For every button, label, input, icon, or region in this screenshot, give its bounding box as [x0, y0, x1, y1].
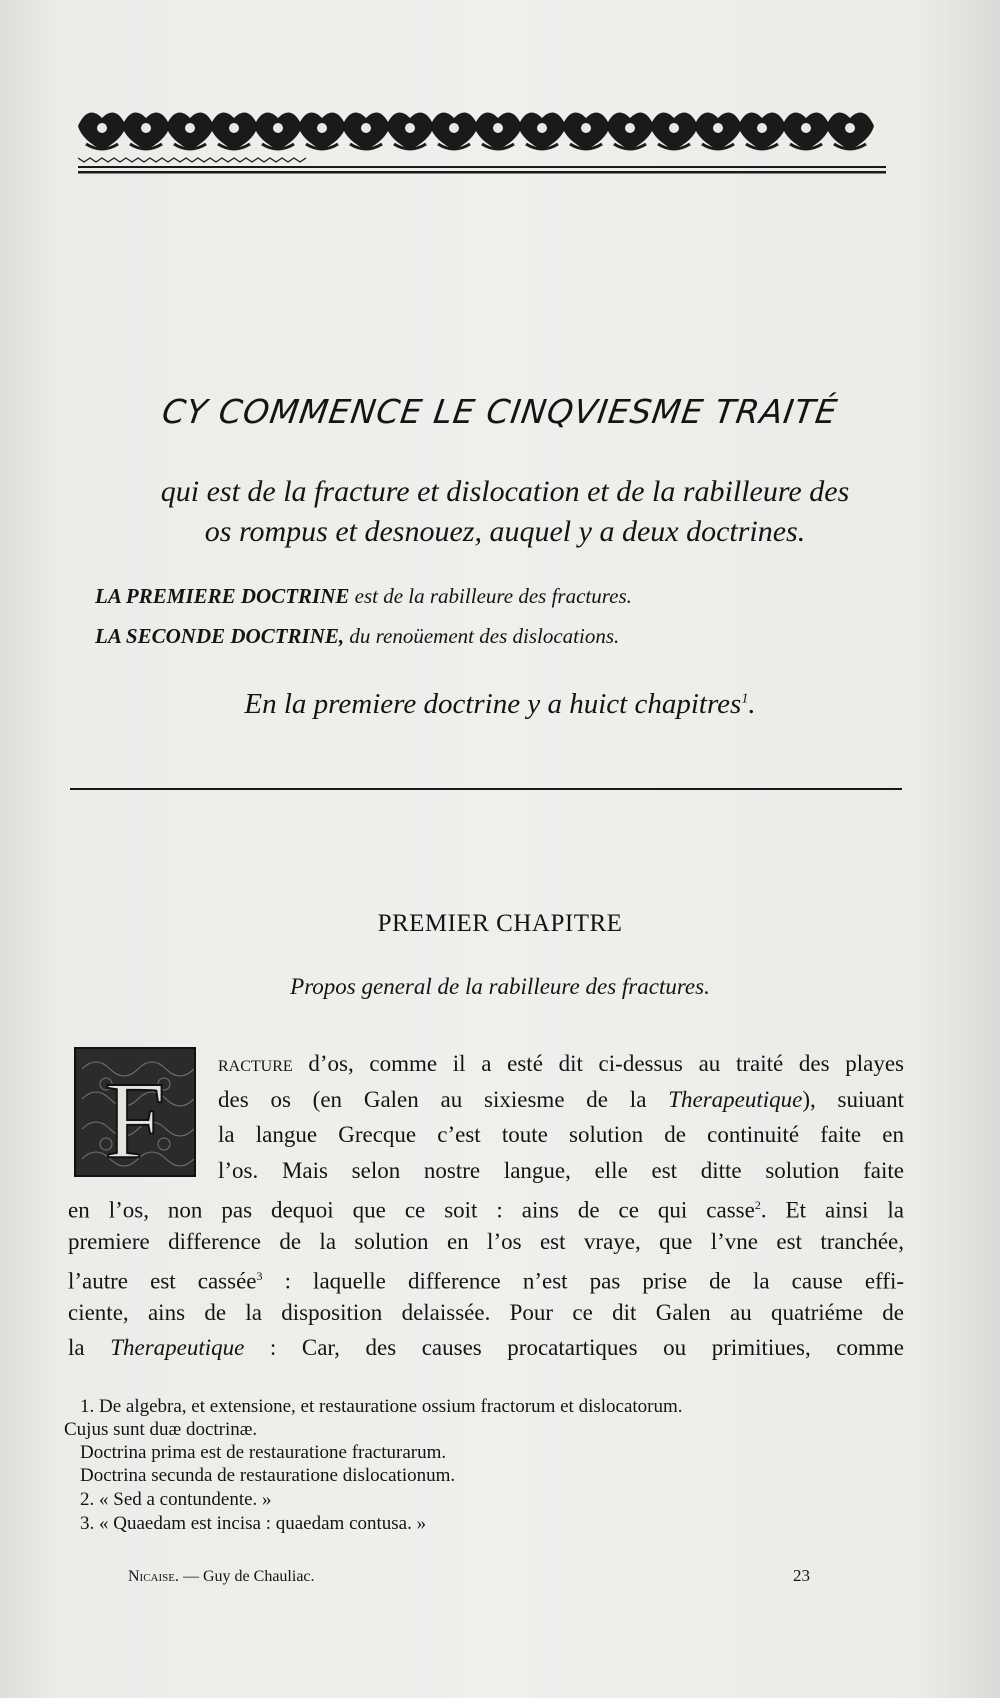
body-line-7-b: : laquelle difference n’est pas prise de la cause effi- — [262, 1268, 904, 1294]
body-line-2-b: ), suiuant — [802, 1086, 904, 1112]
doctrine-second-label: LA SECONDE DOCTRINE, — [95, 624, 345, 648]
footnote-1: 1. De algebra, et extensione, et restauratione ossium fractorum et dislocatorum. — [80, 1396, 683, 1417]
doctrine-first — [95, 584, 895, 609]
body-line-5 — [68, 1188, 904, 1224]
footnote-ref-1: 1 — [741, 691, 749, 707]
subtitle-line-1: qui est de la fracture et dislocation et de la rabilleure des — [160, 475, 850, 508]
doctrine-count-text: En la premiere doctrine y a huict chapitres — [244, 688, 742, 720]
footer-author-rest: . — Guy de Chauliac. — [175, 1568, 315, 1585]
body-line-5-a: en l’os, non pas dequoi que ce soit : ains de ce qui casse — [68, 1197, 755, 1223]
body-line-1 — [68, 1046, 904, 1082]
footnote-1-line-2: Cujus sunt duæ doctrinæ. — [64, 1419, 258, 1440]
footnote-3: 3. « Quaedam est incisa : quaedam contusa. » — [80, 1513, 427, 1534]
ornamental-headpiece — [78, 104, 886, 176]
body-line-9-b: : Car, des causes procatartiques ou primitiues, comme — [244, 1335, 904, 1360]
body-line-7 — [68, 1259, 904, 1295]
footnote-1-line-4: Doctrina secunda de restauratione dislocationum. — [80, 1465, 456, 1486]
doctrine-count-end: . — [748, 688, 756, 720]
doctrine-second — [95, 624, 895, 649]
dropcap-letter: F — [104, 1059, 166, 1177]
treatise-subtitle — [110, 472, 900, 552]
body-line-9-italic: Therapeutique — [110, 1335, 245, 1360]
footnote-ref-2: 2 — [754, 1198, 761, 1212]
footnote-2: 2. « Sed a contundente. » — [80, 1489, 272, 1510]
body-line-9 — [68, 1330, 904, 1366]
body-line-4: l’os. Mais selon nostre langue, elle est ditte solution faite — [218, 1157, 904, 1183]
footnote-ref-3: 3 — [256, 1269, 263, 1283]
subtitle-line-2: os rompus et desnouez, auquel y a deux doctrines. — [204, 515, 806, 548]
doctrine-second-text: du renoüement des dislocations. — [349, 624, 620, 648]
body-line-1-smallcaps: racture — [218, 1051, 293, 1076]
chapter-body — [68, 1046, 904, 1366]
body-line-7-a: l’autre est cassée — [68, 1268, 257, 1294]
fleuron-ornament — [78, 113, 126, 150]
body-line-3: la langue Grecque c’est toute solution de continuité faite en — [218, 1122, 904, 1147]
chapter-title: PREMIER CHAPITRE — [377, 910, 623, 937]
body-line-2-a: des os (en Galen au sixiesme de la — [218, 1086, 647, 1112]
body-line-9-a: la — [68, 1335, 85, 1360]
footer-author: Nicaise — [128, 1568, 175, 1585]
section-divider — [70, 788, 902, 790]
doctrine-chapter-count — [0, 688, 1000, 721]
chapter-subtitle: Propos general de la rabilleure des fractures. — [290, 974, 710, 999]
doctrine-first-label: LA PREMIERE DOCTRINE — [95, 584, 350, 608]
running-footer — [128, 1568, 315, 1586]
page-number: 23 — [793, 1566, 810, 1585]
body-line-8: ciente, ains de la disposition delaissée. Pour ce dit Galen au quatriéme de — [68, 1299, 904, 1325]
body-line-5-b: . Et ainsi la — [760, 1197, 904, 1223]
footnote-1-line-3: Doctrina prima est de restauratione fracturarum. — [80, 1442, 447, 1463]
doctrine-first-text: est de la rabilleure des fractures. — [354, 584, 632, 608]
body-line-2 — [68, 1082, 904, 1118]
body-line-6: premiere difference de la solution en l’os est vraye, que l’vne est tranchée, — [68, 1228, 904, 1254]
body-line-1-text: d’os, comme il a esté dit ci-dessus au traité des playes — [308, 1051, 904, 1076]
treatise-title: CY COMMENCE LE CINQVIESME TRAITÉ — [159, 392, 841, 431]
body-line-2-italic: Therapeutique — [668, 1086, 803, 1112]
